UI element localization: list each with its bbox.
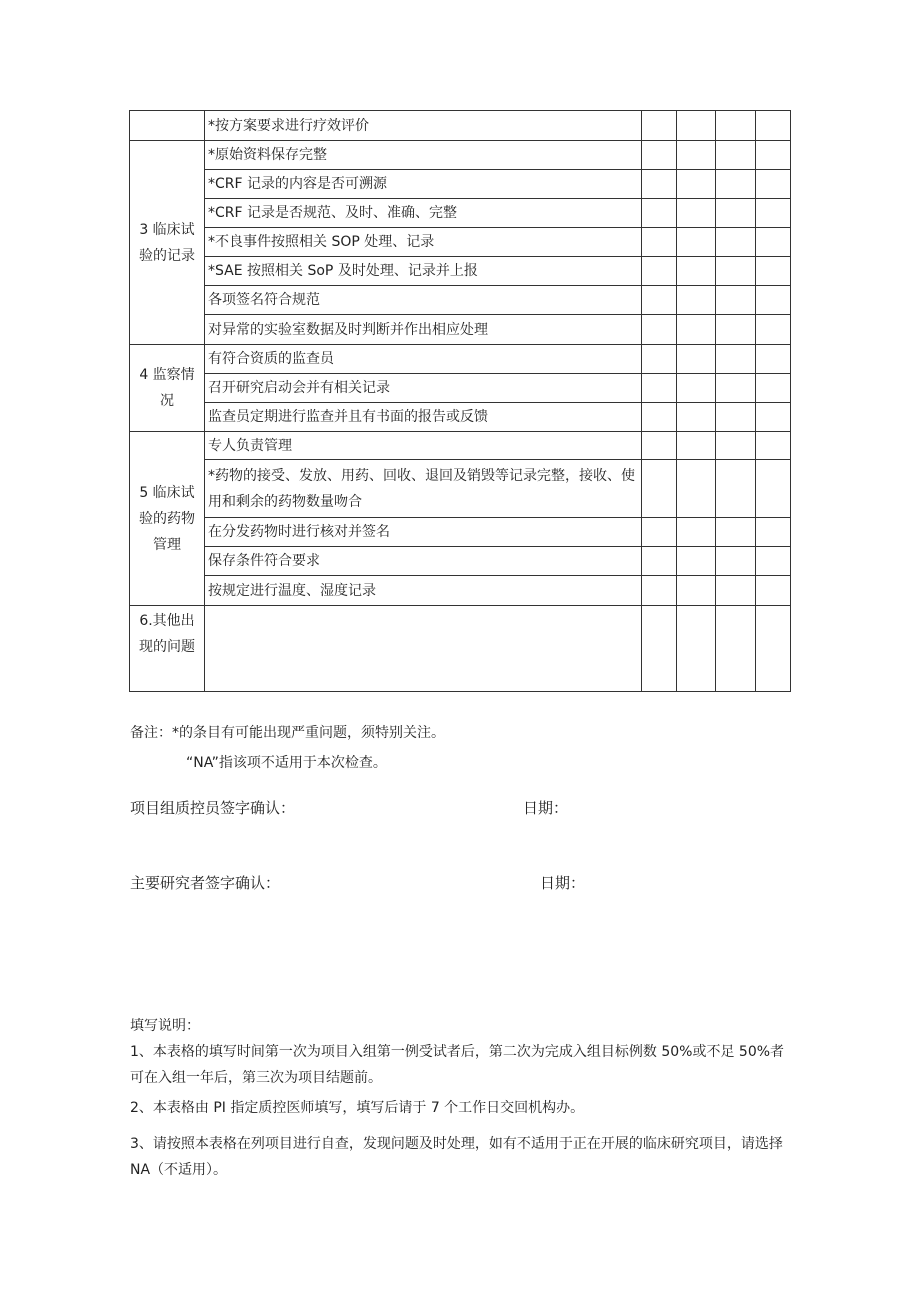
check-cell[interactable] xyxy=(716,286,756,315)
section-label: 3 临床试验的记录 xyxy=(130,141,205,345)
notes xyxy=(130,718,445,778)
check-cell[interactable] xyxy=(642,141,677,170)
check-cell[interactable] xyxy=(677,547,716,576)
table-row xyxy=(130,518,791,547)
check-cell[interactable] xyxy=(677,286,716,315)
table-row xyxy=(130,374,791,403)
table-row xyxy=(130,141,791,170)
table-row xyxy=(130,170,791,199)
check-cell[interactable] xyxy=(677,170,716,199)
check-cell[interactable] xyxy=(642,170,677,199)
table-row xyxy=(130,432,791,460)
check-item: *药物的接受、发放、用药、回收、退回及销毁等记录完整，接收、使用和剩余的药物数量吻合 xyxy=(205,460,642,518)
check-item: 监查员定期进行监查并且有书面的报告或反馈 xyxy=(205,403,642,432)
check-cell[interactable] xyxy=(642,432,677,460)
check-cell[interactable] xyxy=(756,199,791,228)
table-row xyxy=(130,345,791,374)
check-item: 专人负责管理 xyxy=(205,432,642,460)
check-cell[interactable] xyxy=(716,199,756,228)
check-item: *不良事件按照相关 SOP 处理、记录 xyxy=(205,228,642,257)
check-cell[interactable] xyxy=(756,432,791,460)
table-row xyxy=(130,315,791,345)
table-row xyxy=(130,257,791,286)
check-cell[interactable] xyxy=(642,345,677,374)
check-cell[interactable] xyxy=(716,315,756,345)
instructions xyxy=(130,1013,790,1183)
check-cell[interactable] xyxy=(756,403,791,432)
check-cell[interactable] xyxy=(716,576,756,606)
pi-date-label: 日期： xyxy=(540,874,586,892)
check-cell[interactable] xyxy=(677,257,716,286)
check-item: *按方案要求进行疗效评价 xyxy=(205,111,642,141)
table-row xyxy=(130,199,791,228)
table-row xyxy=(130,547,791,576)
check-cell[interactable] xyxy=(756,606,791,692)
table-row xyxy=(130,228,791,257)
checklist-table xyxy=(129,110,791,692)
instruction-item: 1、本表格的填写时间第一次为项目入组第一例受试者后，第二次为完成入组目标例数 50%或不足 50%者可在入组一年后，第三次为项目结题前。 xyxy=(130,1044,785,1086)
check-cell[interactable] xyxy=(716,432,756,460)
check-cell[interactable] xyxy=(716,257,756,286)
check-cell[interactable] xyxy=(756,345,791,374)
check-cell[interactable] xyxy=(677,315,716,345)
instruction-item: 2、本表格由 PI 指定质控医师填写，填写后请于 7 个工作日交回机构办。 xyxy=(130,1100,585,1116)
check-cell[interactable] xyxy=(642,576,677,606)
check-cell[interactable] xyxy=(677,374,716,403)
check-cell[interactable] xyxy=(716,111,756,141)
check-cell[interactable] xyxy=(642,111,677,141)
check-cell[interactable] xyxy=(642,547,677,576)
check-item: 按规定进行温度、湿度记录 xyxy=(205,576,642,606)
check-cell[interactable] xyxy=(716,170,756,199)
other-issues-field[interactable] xyxy=(205,606,642,692)
check-cell[interactable] xyxy=(716,547,756,576)
check-cell[interactable] xyxy=(677,228,716,257)
check-cell[interactable] xyxy=(642,286,677,315)
check-item: *CRF 记录是否规范、及时、准确、完整 xyxy=(205,199,642,228)
check-item: *SAE 按照相关 SoP 及时处理、记录并上报 xyxy=(205,257,642,286)
check-cell[interactable] xyxy=(642,606,677,692)
qc-date-label: 日期： xyxy=(523,799,569,817)
note-line-1: 备注：*的条目有可能出现严重问题，须特别关注。 xyxy=(130,725,445,741)
check-item: 召开研究启动会并有相关记录 xyxy=(205,374,642,403)
check-item: 对异常的实验室数据及时判断并作出相应处理 xyxy=(205,315,642,345)
note-line-2: “NA”指该项不适用于本次检查。 xyxy=(186,755,387,771)
check-cell[interactable] xyxy=(642,374,677,403)
check-cell[interactable] xyxy=(677,141,716,170)
check-cell[interactable] xyxy=(642,403,677,432)
check-cell[interactable] xyxy=(642,315,677,345)
instruction-item: 3、请按照本表格在列项目进行自查，发现问题及时处理，如有不适用于正在开展的临床研究项目，请选择 NA（不适用）。 xyxy=(130,1136,783,1178)
check-cell[interactable] xyxy=(756,170,791,199)
check-item: 在分发药物时进行核对并签名 xyxy=(205,518,642,547)
table-row xyxy=(130,460,791,518)
table-row xyxy=(130,286,791,315)
check-cell[interactable] xyxy=(677,111,716,141)
table-row xyxy=(130,606,791,692)
check-cell[interactable] xyxy=(716,518,756,547)
check-cell[interactable] xyxy=(642,257,677,286)
table-row xyxy=(130,111,791,141)
check-cell[interactable] xyxy=(642,228,677,257)
check-cell[interactable] xyxy=(756,286,791,315)
check-cell[interactable] xyxy=(642,199,677,228)
check-cell[interactable] xyxy=(716,345,756,374)
check-cell[interactable] xyxy=(716,228,756,257)
check-item: 有符合资质的监查员 xyxy=(205,345,642,374)
check-cell[interactable] xyxy=(677,460,716,518)
check-cell[interactable] xyxy=(677,199,716,228)
check-cell[interactable] xyxy=(677,606,716,692)
check-cell[interactable] xyxy=(642,460,677,518)
check-cell[interactable] xyxy=(716,141,756,170)
check-cell[interactable] xyxy=(677,403,716,432)
instructions-title: 填写说明： xyxy=(130,1018,200,1034)
check-item: 各项签名符合规范 xyxy=(205,286,642,315)
check-cell[interactable] xyxy=(716,606,756,692)
check-cell[interactable] xyxy=(716,403,756,432)
check-cell[interactable] xyxy=(642,518,677,547)
check-cell[interactable] xyxy=(756,547,791,576)
check-cell[interactable] xyxy=(677,345,716,374)
table-row xyxy=(130,576,791,606)
check-cell[interactable] xyxy=(756,257,791,286)
qc-signature-label: 项目组质控员签字确认： xyxy=(130,799,296,817)
check-item: *CRF 记录的内容是否可溯源 xyxy=(205,170,642,199)
check-cell[interactable] xyxy=(677,432,716,460)
section-label: 4 监察情况 xyxy=(130,345,205,432)
check-cell[interactable] xyxy=(756,576,791,606)
check-cell[interactable] xyxy=(756,460,791,518)
table-row xyxy=(130,403,791,432)
pi-signature-label: 主要研究者签字确认： xyxy=(130,874,281,892)
check-item: *原始资料保存完整 xyxy=(205,141,642,170)
check-item: 保存条件符合要求 xyxy=(205,547,642,576)
check-cell[interactable] xyxy=(756,374,791,403)
check-cell[interactable] xyxy=(677,576,716,606)
section-label: 5 临床试验的药物管理 xyxy=(130,432,205,606)
check-cell[interactable] xyxy=(716,460,756,518)
check-cell[interactable] xyxy=(756,315,791,345)
check-cell[interactable] xyxy=(756,518,791,547)
check-cell[interactable] xyxy=(677,518,716,547)
section-label: 6.其他出现的问题 xyxy=(130,606,205,692)
check-cell[interactable] xyxy=(756,228,791,257)
check-cell[interactable] xyxy=(756,111,791,141)
section-cell xyxy=(130,111,205,141)
check-cell[interactable] xyxy=(756,141,791,170)
check-cell[interactable] xyxy=(716,374,756,403)
